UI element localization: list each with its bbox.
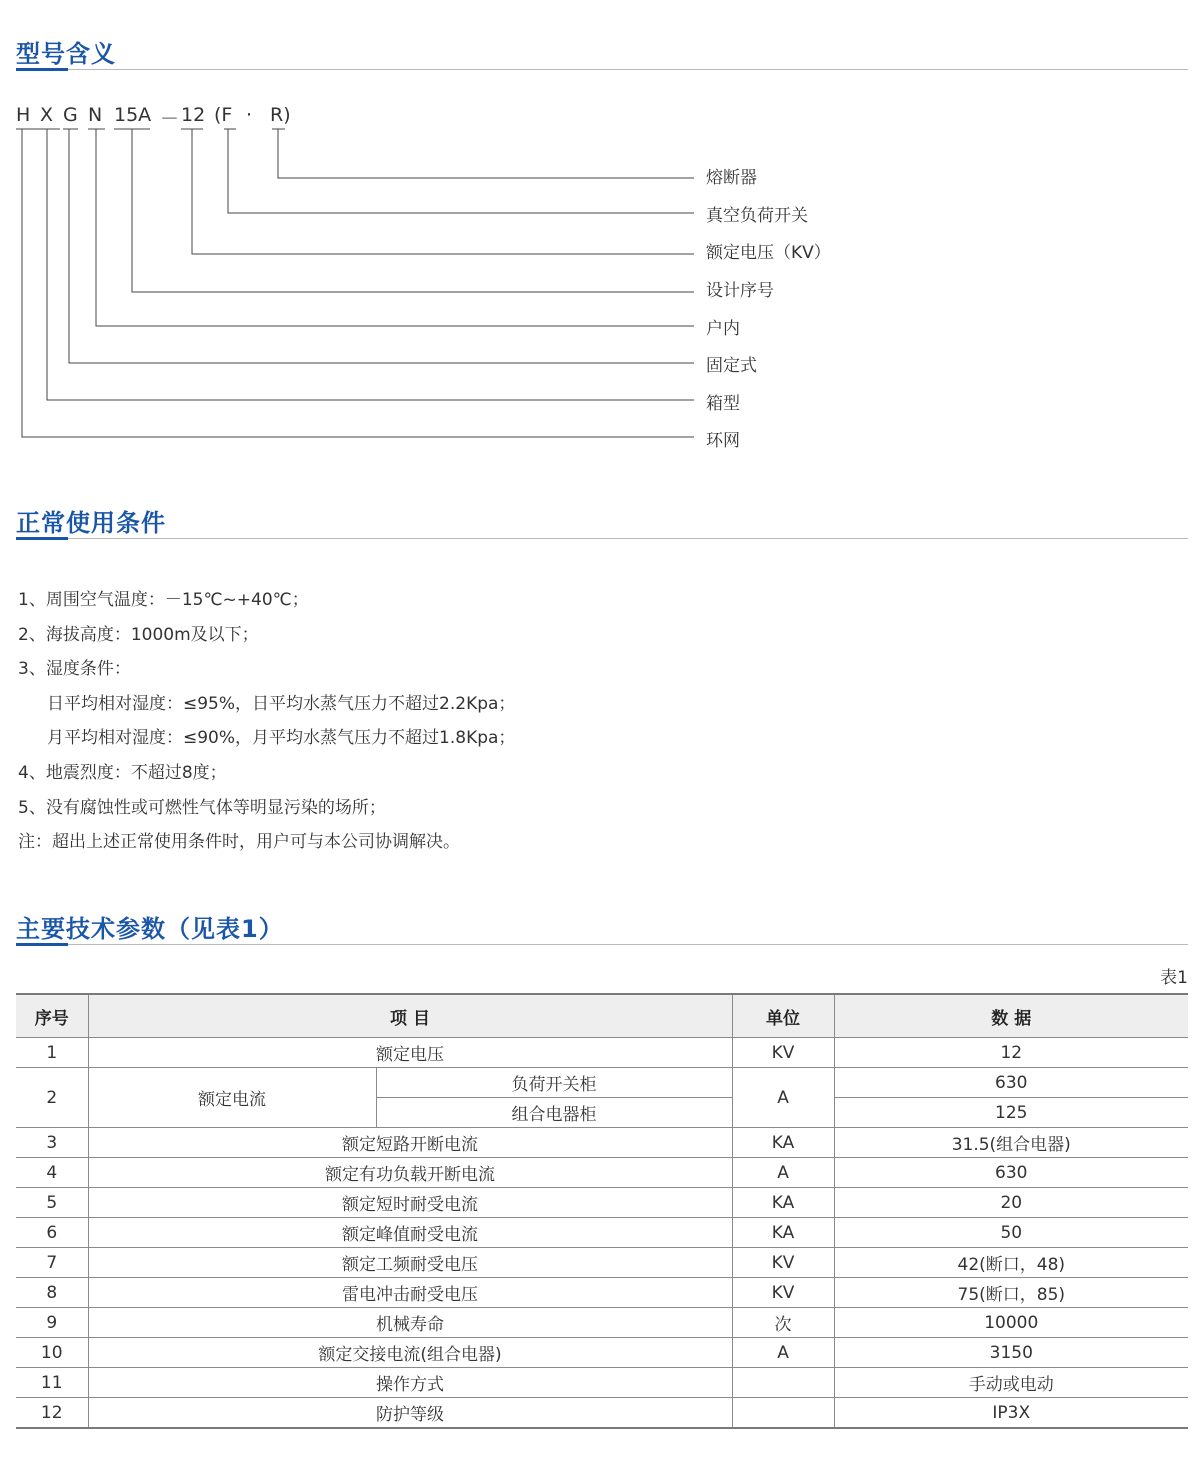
cell-unit bbox=[732, 1398, 834, 1429]
cell-unit: KA bbox=[732, 1218, 834, 1248]
table-row bbox=[16, 1218, 1188, 1248]
cell-item: 额定峰值耐受电流 bbox=[88, 1218, 732, 1248]
cell-item: 额定有功负载开断电流 bbox=[88, 1158, 732, 1188]
header-no: 序号 bbox=[16, 994, 88, 1038]
tech-params-table bbox=[16, 993, 1188, 1429]
meaning-indoor: 户内 bbox=[706, 319, 740, 339]
table-label: 表1 bbox=[1160, 968, 1188, 988]
cell-value: 50 bbox=[834, 1218, 1188, 1248]
cell-unit bbox=[732, 1368, 834, 1398]
cell-unit: A bbox=[732, 1068, 834, 1128]
cell-no: 6 bbox=[16, 1218, 88, 1248]
cell-item: 操作方式 bbox=[88, 1368, 732, 1398]
meaning-box-type: 箱型 bbox=[706, 394, 740, 414]
code-letter-x: X bbox=[40, 104, 54, 126]
table-row bbox=[16, 1068, 1188, 1098]
table-row bbox=[16, 1188, 1188, 1218]
table-row bbox=[16, 1248, 1188, 1278]
cell-value: 10000 bbox=[834, 1308, 1188, 1338]
cell-value: 12 bbox=[834, 1038, 1188, 1068]
table-row bbox=[16, 1038, 1188, 1068]
cell-value: 125 bbox=[834, 1098, 1188, 1128]
table-row bbox=[16, 1308, 1188, 1338]
code-letter-h: H bbox=[16, 104, 31, 126]
table-row bbox=[16, 1128, 1188, 1158]
cell-unit: KV bbox=[732, 1248, 834, 1278]
model-code-diagram bbox=[0, 0, 1200, 460]
cell-item: 机械寿命 bbox=[88, 1308, 732, 1338]
condition-temperature: 1、周围空气温度：－15℃~+40℃； bbox=[18, 590, 309, 610]
condition-humidity: 3、湿度条件： bbox=[18, 659, 131, 679]
cell-no: 11 bbox=[16, 1368, 88, 1398]
cell-no: 7 bbox=[16, 1248, 88, 1278]
table-header-row bbox=[16, 994, 1188, 1038]
code-dash: － bbox=[160, 108, 180, 130]
cell-value: IP3X bbox=[834, 1398, 1188, 1429]
code-dot: · bbox=[246, 104, 253, 126]
section-divider bbox=[16, 538, 1188, 539]
code-voltage: 12 bbox=[181, 104, 206, 126]
divider-accent bbox=[16, 537, 68, 540]
cell-unit: KA bbox=[732, 1128, 834, 1158]
code-design-no: 15A bbox=[114, 104, 152, 126]
cell-subitem: 组合电器柜 bbox=[376, 1098, 732, 1128]
cell-value: 3150 bbox=[834, 1338, 1188, 1368]
cell-no: 2 bbox=[16, 1068, 88, 1128]
divider-accent bbox=[16, 943, 68, 946]
cell-no: 12 bbox=[16, 1398, 88, 1429]
table-row bbox=[16, 1368, 1188, 1398]
meaning-fuse: 熔断器 bbox=[706, 168, 757, 188]
table-row bbox=[16, 1398, 1188, 1429]
cell-item: 额定交接电流(组合电器) bbox=[88, 1338, 732, 1368]
header-data: 数 据 bbox=[834, 994, 1188, 1038]
section-title-model: 型号含义 bbox=[16, 40, 116, 68]
section-title-params: 主要技术参数（见表1） bbox=[16, 915, 284, 943]
cell-no: 4 bbox=[16, 1158, 88, 1188]
cell-unit: KA bbox=[732, 1188, 834, 1218]
table-row bbox=[16, 1278, 1188, 1308]
cell-value: 31.5(组合电器) bbox=[834, 1128, 1188, 1158]
meaning-ring-network: 环网 bbox=[706, 431, 740, 451]
cell-value: 20 bbox=[834, 1188, 1188, 1218]
cell-no: 9 bbox=[16, 1308, 88, 1338]
cell-no: 3 bbox=[16, 1128, 88, 1158]
cell-value: 75(断口，85) bbox=[834, 1278, 1188, 1308]
cell-value: 630 bbox=[834, 1068, 1188, 1098]
cell-unit: A bbox=[732, 1338, 834, 1368]
condition-humidity-monthly: 月平均相对湿度：≤90%，月平均水蒸气压力不超过1.8Kpa； bbox=[47, 728, 516, 748]
cell-item: 额定工频耐受电压 bbox=[88, 1248, 732, 1278]
condition-pollution: 5、没有腐蚀性或可燃性气体等明显污染的场所； bbox=[18, 798, 386, 818]
cell-item: 额定短时耐受电流 bbox=[88, 1188, 732, 1218]
meaning-design-number: 设计序号 bbox=[706, 281, 774, 301]
header-item: 项 目 bbox=[88, 994, 732, 1038]
cell-no: 5 bbox=[16, 1188, 88, 1218]
cell-unit: 次 bbox=[732, 1308, 834, 1338]
cell-item: 额定电压 bbox=[88, 1038, 732, 1068]
cell-item: 雷电冲击耐受电压 bbox=[88, 1278, 732, 1308]
cell-no: 1 bbox=[16, 1038, 88, 1068]
cell-value: 630 bbox=[834, 1158, 1188, 1188]
cell-item: 额定电流 bbox=[88, 1068, 376, 1128]
code-letter-n: N bbox=[88, 104, 103, 126]
meaning-rated-voltage: 额定电压（KV） bbox=[706, 243, 831, 263]
meaning-vacuum-load-switch: 真空负荷开关 bbox=[706, 206, 808, 226]
cell-subitem: 负荷开关柜 bbox=[376, 1068, 732, 1098]
section-divider bbox=[16, 944, 1188, 945]
code-f: (F bbox=[214, 104, 233, 126]
section-title-conditions: 正常使用条件 bbox=[16, 509, 166, 537]
header-unit: 单位 bbox=[732, 994, 834, 1038]
meaning-fixed: 固定式 bbox=[706, 356, 757, 376]
cell-value: 42(断口，48) bbox=[834, 1248, 1188, 1278]
cell-no: 10 bbox=[16, 1338, 88, 1368]
cell-unit: KV bbox=[732, 1278, 834, 1308]
cell-unit: A bbox=[732, 1158, 834, 1188]
cell-no: 8 bbox=[16, 1278, 88, 1308]
condition-humidity-daily: 日平均相对湿度：≤95%，日平均水蒸气压力不超过2.2Kpa； bbox=[47, 694, 516, 714]
condition-note: 注：超出上述正常使用条件时，用户可与本公司协调解决。 bbox=[18, 832, 460, 852]
code-letter-g: G bbox=[63, 104, 78, 126]
condition-seismic: 4、地震烈度：不超过8度； bbox=[18, 763, 227, 783]
cell-item: 额定短路开断电流 bbox=[88, 1128, 732, 1158]
cell-value: 手动或电动 bbox=[834, 1368, 1188, 1398]
code-r: R) bbox=[270, 104, 291, 126]
table-row bbox=[16, 1338, 1188, 1368]
cell-unit: KV bbox=[732, 1038, 834, 1068]
table-row bbox=[16, 1158, 1188, 1188]
cell-item: 防护等级 bbox=[88, 1398, 732, 1429]
condition-altitude: 2、海拔高度：1000m及以下； bbox=[18, 625, 259, 645]
